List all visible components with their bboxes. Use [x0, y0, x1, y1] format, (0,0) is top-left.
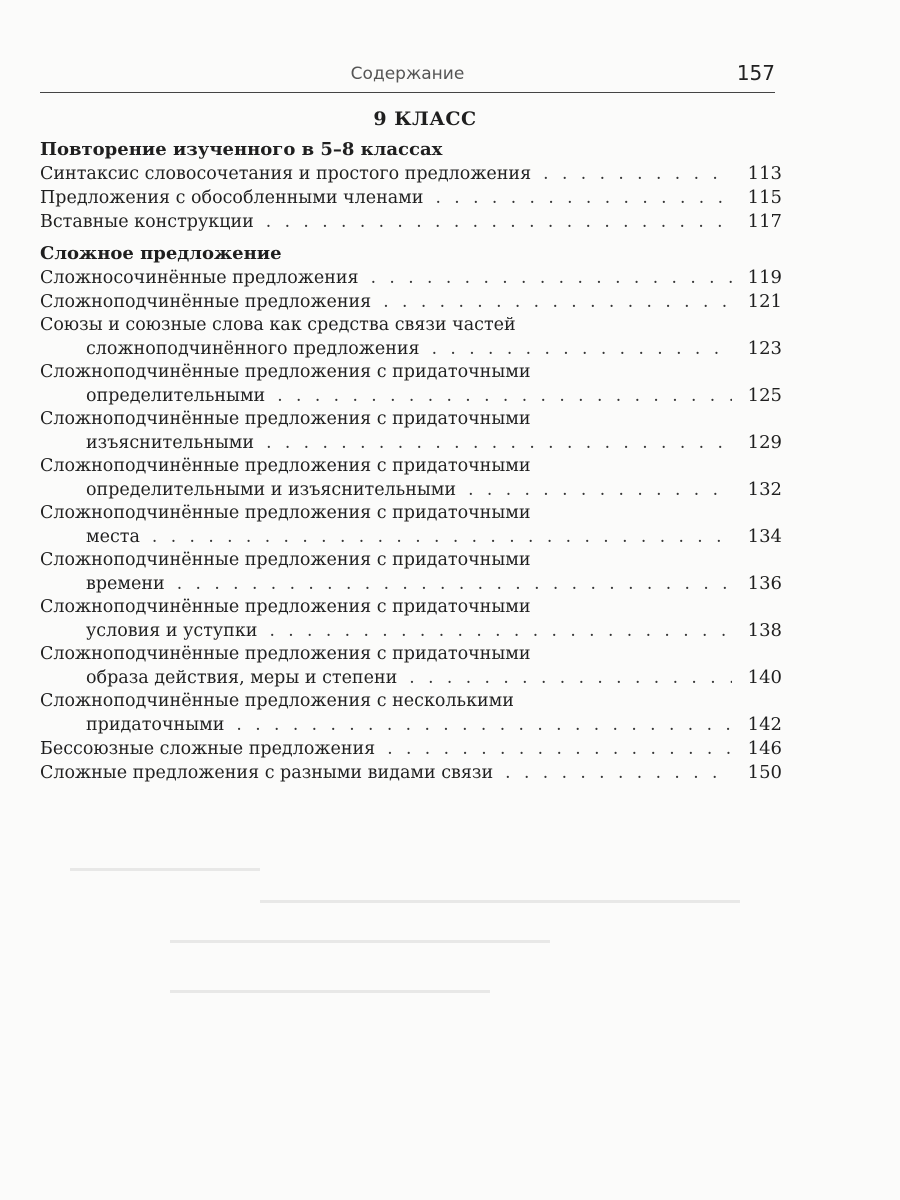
dot-leader: [383, 291, 732, 314]
toc-entry-page: 136: [747, 573, 782, 594]
class-title: 9 КЛАСС: [373, 108, 477, 130]
toc-entry: [40, 549, 782, 596]
toc-entry-title: Сложноподчинённые предложения с придаточными: [40, 409, 531, 429]
toc-entry: [40, 690, 782, 737]
bleed-through-mark: [70, 868, 260, 871]
dot-leader: [543, 163, 732, 186]
dot-leader: [432, 338, 732, 361]
toc-entry-title: места: [86, 527, 140, 547]
dot-leader: [435, 187, 732, 210]
toc-entry-page: 146: [747, 738, 782, 759]
toc-section-heading: Сложное предложение: [40, 243, 282, 264]
toc-entry: [40, 761, 782, 785]
toc-entry: [40, 596, 782, 643]
toc-section-heading: Повторение изученного в 5–8 классах: [40, 139, 443, 160]
toc-entry: [40, 162, 782, 186]
dot-leader: [371, 267, 732, 290]
toc-entry-page: 123: [747, 338, 782, 359]
toc-entry-page: 119: [747, 267, 782, 288]
dot-leader: [387, 738, 732, 761]
toc-entry: [40, 408, 782, 455]
toc-entry: [40, 737, 782, 761]
table-of-contents: [40, 138, 782, 785]
toc-entry-title: сложноподчинённого предложения: [86, 339, 420, 359]
toc-entry: [40, 266, 782, 290]
toc-entry-title: Сложные предложения с разными видами связи: [40, 763, 494, 783]
toc-entry: [40, 455, 782, 502]
toc-entry-title: Сложноподчинённые предложения с придаточными: [40, 456, 531, 476]
bleed-through-mark: [170, 940, 550, 943]
toc-entry-title: Сложноподчинённые предложения с несколькими: [40, 691, 514, 711]
toc-entry-title: Сложноподчинённые предложения с придаточными: [40, 550, 531, 570]
toc-entry-title: Синтаксис словосочетания и простого предложения: [40, 164, 532, 184]
toc-entry-title: Бессоюзные сложные предложения: [40, 739, 376, 759]
toc-entry-page: 115: [747, 187, 782, 208]
toc-entry-page: 150: [747, 762, 782, 783]
toc-entry-page: 121: [747, 291, 782, 312]
toc-entry-title: Сложноподчинённые предложения с придаточными: [40, 362, 531, 382]
toc-entry-page: 134: [747, 526, 782, 547]
dot-leader: [236, 714, 732, 737]
dot-leader: [266, 432, 732, 455]
toc-entry-page: 142: [747, 714, 782, 735]
toc-entry: [40, 314, 782, 361]
toc-entry: [40, 210, 782, 234]
toc-entry-title: времени: [86, 574, 165, 594]
toc-entry-title: образа действия, меры и степени: [86, 668, 398, 688]
toc-entry-page: 125: [747, 385, 782, 406]
toc-entry-page: 132: [747, 479, 782, 500]
dot-leader: [409, 667, 732, 690]
dot-leader: [505, 762, 732, 785]
dot-leader: [266, 211, 732, 234]
toc-entry: [40, 290, 782, 314]
toc-entry-title: определительными и изъяснительными: [86, 480, 457, 500]
toc-entry-title: Сложноподчинённые предложения с придаточными: [40, 644, 531, 664]
toc-entry-title: Вставные конструкции: [40, 212, 254, 232]
toc-entry-title: условия и уступки: [86, 621, 258, 641]
page-number: 157: [736, 61, 775, 85]
toc-entry-title: Сложноподчинённые предложения с придаточными: [40, 503, 531, 523]
toc-entry: [40, 186, 782, 210]
dot-leader: [468, 479, 732, 502]
toc-entry-title: определительными: [86, 386, 266, 406]
toc-entry: [40, 361, 782, 408]
toc-entry-title: Предложения с обособленными членами: [40, 188, 424, 208]
dot-leader: [277, 385, 732, 408]
toc-entry-title: изъяснительными: [86, 433, 255, 453]
toc-entry-page: 129: [747, 432, 782, 453]
dot-leader: [269, 620, 732, 643]
toc-entry: [40, 502, 782, 549]
dot-leader: [152, 526, 732, 549]
toc-entry-page: 138: [747, 620, 782, 641]
toc-entry: [40, 643, 782, 690]
toc-entry-title: Сложносочинённые предложения: [40, 268, 359, 288]
running-head: [40, 58, 775, 93]
toc-entry-page: 140: [747, 667, 782, 688]
toc-entry-page: 113: [747, 163, 782, 184]
toc-entry-title: Сложноподчинённые предложения с придаточными: [40, 597, 531, 617]
bleed-through-mark: [260, 900, 740, 903]
dot-leader: [177, 573, 732, 596]
toc-entry-title: придаточными: [86, 715, 225, 735]
toc-entry-page: 117: [747, 211, 782, 232]
bleed-through-mark: [170, 990, 490, 993]
toc-entry-title: Союзы и союзные слова как средства связи частей: [40, 315, 516, 335]
toc-entry-title: Сложноподчинённые предложения: [40, 292, 372, 312]
running-head-title: Содержание: [350, 64, 465, 84]
